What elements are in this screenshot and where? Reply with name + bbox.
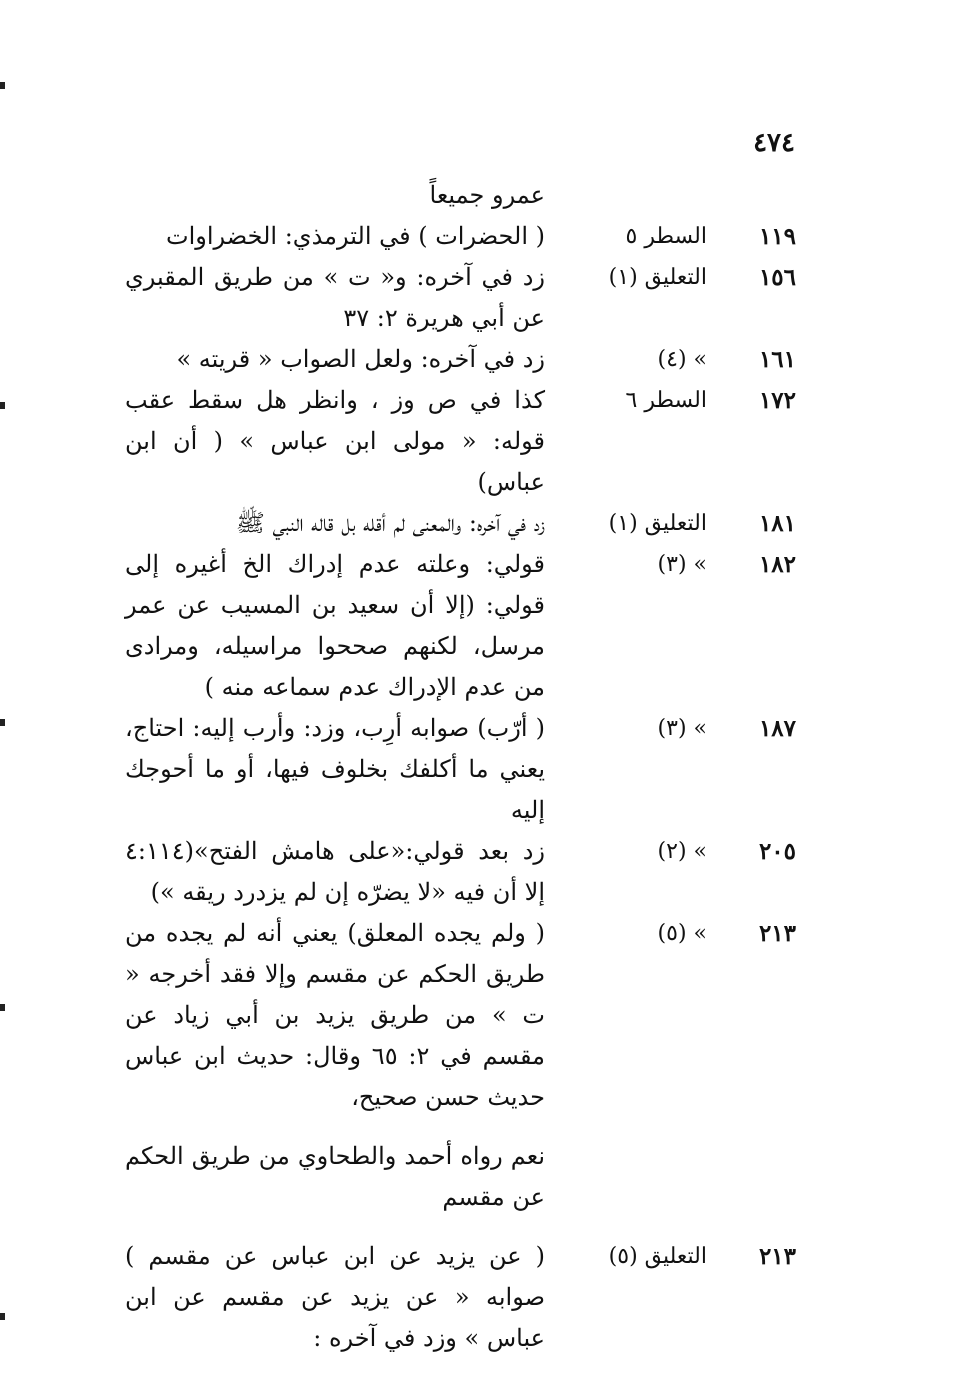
correction-text: عمرو جميعاً bbox=[429, 181, 545, 209]
correction-row bbox=[0, 544, 959, 708]
page-ref: ١٦١ bbox=[758, 346, 796, 373]
correction-text: زد في آخره: و« ت » من طريق المقبري عن أبي هريرة ٢: ٣٧ bbox=[125, 263, 545, 332]
location-ref: التعليق (١) bbox=[608, 511, 707, 536]
correction-row bbox=[0, 913, 959, 1218]
page-ref: ١٧٢ bbox=[758, 387, 796, 414]
correction-text: زد في آخره: والمعنى لم أقله بل قاله النبي ﷺ bbox=[235, 509, 545, 537]
page-ref: ٢١٣ bbox=[758, 1243, 796, 1270]
correction-row bbox=[0, 1236, 959, 1359]
location-ref: التعليق (٥) bbox=[608, 1244, 707, 1269]
correction-text: ( أرّب) صوابه أرِب، وزد: وأرب إليه: احتاج، يعني ما أكلفك بخلوف فيها، أو ما أحوجك إليه bbox=[125, 714, 545, 824]
page-ref: ٢١٣ bbox=[758, 920, 796, 947]
page-ref: ١١٩ bbox=[758, 223, 796, 250]
page-ref: ١٥٦ bbox=[758, 264, 796, 291]
location-ref: التعليق (١) bbox=[608, 265, 707, 290]
correction-row bbox=[0, 339, 959, 380]
correction-text: ( عن يزيد عن ابن عباس عن مقسم ) صوابه « عن يزيد عن مقسم عن ابن عباس » وزد في آخره : bbox=[125, 1242, 545, 1352]
location-ref: » (٣) bbox=[657, 716, 707, 741]
location-ref: » (٣) bbox=[657, 552, 707, 577]
location-ref: » (٥) bbox=[657, 921, 707, 946]
correction-row bbox=[0, 831, 959, 913]
corrections-list bbox=[0, 175, 959, 1359]
correction-row bbox=[0, 380, 959, 503]
correction-text: قولي: وعلته عدم إدراك الخ أغيره إلى قولي: (إلا أن سعيد بن المسيب عن عمر مرسل، لكنهم صححوا مراسيله، ومرادى من عدم الإدراك عدم سماعه منه ) bbox=[125, 550, 545, 701]
location-ref: السطر ٥ bbox=[625, 224, 707, 249]
correction-row bbox=[0, 708, 959, 831]
correction-text: زد في آخره: ولعل الصواب « قريته » bbox=[176, 345, 545, 373]
page-number: ٤٧٤ bbox=[753, 128, 795, 158]
page-ref: ٢٠٥ bbox=[758, 838, 796, 865]
page-ref: ١٨٢ bbox=[758, 551, 796, 578]
correction-row bbox=[0, 503, 959, 544]
correction-text-continued: نعم رواه أحمد والطحاوي من طريق الحكم عن مقسم bbox=[125, 1142, 545, 1211]
correction-text: ( الحضرات ) في الترمذي: الخضراوات bbox=[166, 222, 545, 250]
correction-row bbox=[0, 216, 959, 257]
page-ref: ١٨٧ bbox=[758, 715, 796, 742]
page-ref: ١٨١ bbox=[758, 510, 796, 537]
margin-mark bbox=[0, 82, 5, 89]
location-ref: » (٢) bbox=[657, 839, 707, 864]
correction-row bbox=[0, 175, 959, 216]
correction-text: ( ولم يجده المعلق) يعني أنه لم يجده من طريق الحكم عن مقسم وإلا فقد أخرجه « ت » من طريق يزيد بن أبي زياد عن مقسم في ٢: ٦٥ وقال: حديث ابن عباس حديث حسن صحيح، bbox=[125, 919, 545, 1111]
location-ref: السطر ٦ bbox=[625, 388, 707, 413]
location-ref: » (٤) bbox=[657, 347, 707, 372]
correction-text: كذا في ص وز ، وانظر هل سقط عقب قوله: « مولى ابن عباس » ( أن ابن عباس) bbox=[125, 386, 545, 496]
correction-text: زد بعد قولي:«على هامش الفتح»(٤:١١٤ إلا أن فيه «لا يضرّه إن لم يزدرد ريقه ») bbox=[125, 837, 545, 906]
correction-row bbox=[0, 257, 959, 339]
